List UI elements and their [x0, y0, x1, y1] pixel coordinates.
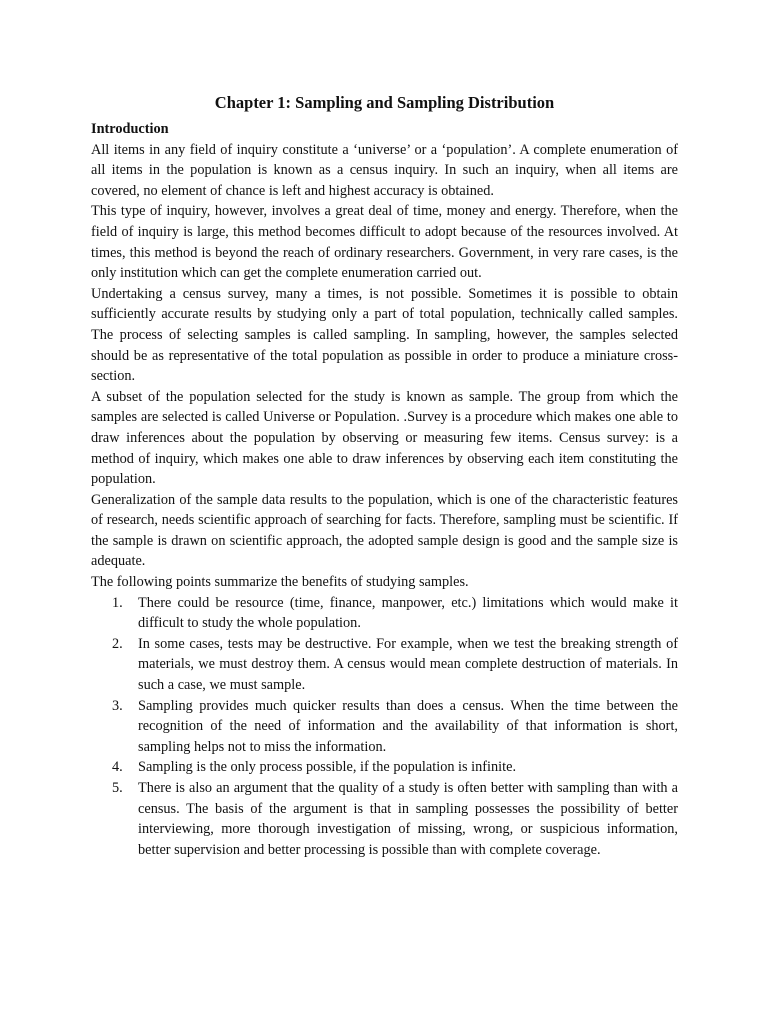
list-item-text: There is also an argument that the quality of a study is often better with sampling than with a census. The basis of the argument is that in sampling possesses the possibility of better interviewing, more thorough investigation of missing, wrong, or suspicious information, better supervision and better processing is possible than with complete coverage. — [138, 780, 678, 858]
paragraph-sample-definition: A subset of the population selected for the study is known as sample. The group from which the samples are selected is called Universe or Population. .Survey is a procedure which makes one able to draw inferences about the population by observing or measuring few items. Census survey: is a method of inquiry, which makes one able to draw inferences by observing each item constituting the population. — [91, 388, 678, 488]
list-item-text: Sampling is the only process possible, if the population is infinite. — [138, 759, 517, 776]
list-item — [91, 593, 678, 634]
list-item — [91, 696, 678, 758]
list-item-number: 2. — [112, 635, 123, 652]
chapter-title: Chapter 1: Sampling and Sampling Distribution — [214, 93, 555, 112]
section-heading-introduction: Introduction — [91, 121, 169, 137]
list-item — [91, 634, 678, 696]
list-item-number: 1. — [112, 594, 123, 611]
paragraph-benefits-intro: The following points summarize the benefits of studying samples. — [91, 574, 469, 591]
paragraph-census-survey: Undertaking a census survey, many a times, is not possible. Sometimes it is possible to obtain sufficiently accurate results by studying only a part of total population, technically called samples. The process of selecting samples is called sampling. In sampling, however, the samples selected should be as representative of the total population as possible in order to produce a miniature cross-section. — [91, 285, 678, 385]
list-item — [91, 778, 678, 860]
list-item-number: 4. — [112, 759, 123, 776]
paragraph-census-cost: This type of inquiry, however, involves a great deal of time, money and energy. Therefore, when the field of inquiry is large, this method becomes difficult to adopt because of the resources involved. At times, this method is beyond the reach of ordinary researchers. Government, in very rare cases, is the only institution which can get the complete enumeration carried out. — [91, 203, 678, 282]
paragraph-generalization: Generalization of the sample data results to the population, which is one of the characteristic features of research, needs scientific approach of searching for facts. Therefore, sampling must be scientific. If the sample is drawn on scientific approach, the adopted sample design is good and the sample size is adequate. — [91, 491, 678, 570]
list-item-number: 3. — [112, 697, 123, 714]
list-item — [91, 757, 678, 778]
paragraph-universe-population: All items in any field of inquiry constitute a ‘universe’ or a ‘population’. A complete enumeration of all items in the population is known as a census inquiry. In such an inquiry, when all items are covered, no element of chance is left and highest accuracy is obtained. — [91, 141, 678, 199]
list-item-text: Sampling provides much quicker results than does a census. When the time between the recognition of the need of information and the availability of that information is short, sampling helps not to miss the information. — [138, 697, 678, 755]
list-item-text: In some cases, tests may be destructive. For example, when we test the breaking strength of materials, we must destroy them. A census would mean complete destruction of materials. In such a case, we must sample. — [138, 635, 678, 694]
list-item-text: There could be resource (time, finance, manpower, etc.) limitations which would make it difficult to study the whole population. — [138, 594, 678, 632]
benefits-list — [91, 593, 678, 861]
list-item-number: 5. — [112, 780, 123, 796]
document-page — [91, 92, 678, 860]
